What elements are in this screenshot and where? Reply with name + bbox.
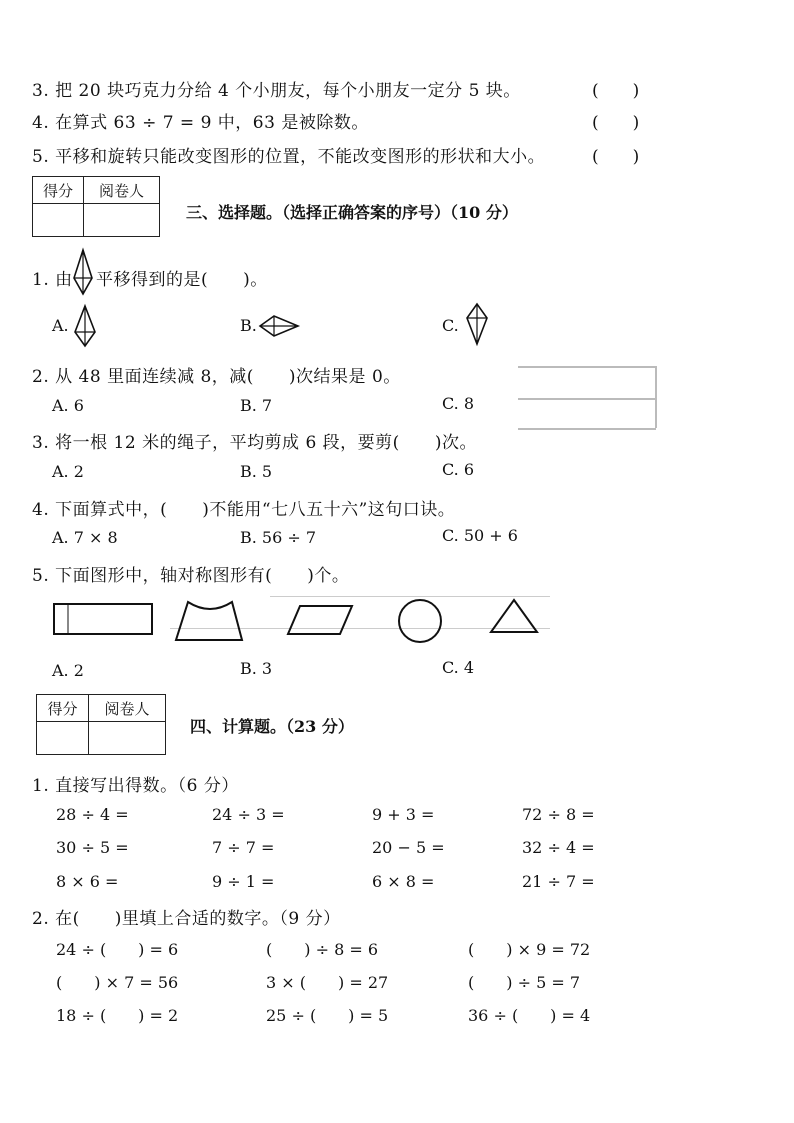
choice-q5-text: 5. 下面图形中，轴对称图形有( )个。 bbox=[32, 566, 350, 586]
rectangle-shape bbox=[54, 604, 152, 634]
answer-paren-5[interactable]: ( ) bbox=[592, 147, 640, 167]
fill-blank-item[interactable]: 25 ÷ ( ) = 5 bbox=[266, 1006, 389, 1025]
choice-q1-prefix: 1. 由 bbox=[32, 270, 73, 290]
score-label: 得分 bbox=[33, 177, 84, 204]
calc-item[interactable]: 9 ÷ 1 = bbox=[212, 872, 275, 891]
calc-item[interactable]: 20 − 5 = bbox=[372, 838, 445, 857]
calc-item[interactable]: 72 ÷ 8 = bbox=[522, 805, 595, 824]
calc-q1-title: 1. 直接写出得数。（6 分） bbox=[32, 776, 239, 796]
fill-blank-item[interactable]: ( ) × 9 = 72 bbox=[468, 940, 591, 959]
choice-q1-option-a[interactable]: A. bbox=[52, 316, 69, 335]
grader-cell[interactable] bbox=[84, 204, 160, 237]
fill-blank-item[interactable]: 24 ÷ ( ) = 6 bbox=[56, 940, 179, 959]
calc-item[interactable]: 30 ÷ 5 = bbox=[56, 838, 129, 857]
choice-q3-option-b[interactable]: B. 5 bbox=[240, 462, 273, 481]
fill-blank-item[interactable]: ( ) × 7 = 56 bbox=[56, 973, 179, 992]
kite-option-a-icon bbox=[72, 304, 98, 348]
fill-blank-item[interactable]: 18 ÷ ( ) = 2 bbox=[56, 1006, 179, 1025]
fill-blank-item[interactable]: 36 ÷ ( ) = 4 bbox=[468, 1006, 591, 1025]
choice-q1-option-b[interactable]: B. bbox=[240, 316, 257, 335]
scan-artifact-line bbox=[518, 366, 656, 368]
calc-item[interactable]: 28 ÷ 4 = bbox=[56, 805, 129, 824]
fill-blank-item[interactable]: ( ) ÷ 8 = 6 bbox=[266, 940, 379, 959]
fill-blank-item[interactable]: 3 × ( ) = 27 bbox=[266, 973, 389, 992]
inverted-kite-option-c-icon bbox=[464, 302, 490, 346]
calc-item[interactable]: 24 ÷ 3 = bbox=[212, 805, 285, 824]
choice-q4-text: 4. 下面算式中，( )不能用“七八五十六”这句口诀。 bbox=[32, 500, 456, 520]
judgement-item-5: 5. 平移和旋转只能改变图形的位置，不能改变图形的形状和大小。 bbox=[32, 147, 546, 167]
calc-item[interactable]: 9 + 3 = bbox=[372, 805, 435, 824]
calc-item[interactable]: 21 ÷ 7 = bbox=[522, 872, 595, 891]
choice-q2-option-b[interactable]: B. 7 bbox=[240, 396, 273, 415]
choice-q3-text: 3. 将一根 12 米的绳子，平均剪成 6 段，要剪( )次。 bbox=[32, 433, 477, 453]
choice-q1-suffix: 平移得到的是( )。 bbox=[96, 270, 268, 290]
calc-q2-title: 2. 在( )里填上合适的数字。（9 分） bbox=[32, 909, 341, 929]
parallelogram-shape bbox=[288, 606, 352, 634]
section-3-heading: 三、选择题。（选择正确答案的序号）（10 分） bbox=[186, 203, 518, 222]
triangle-shape bbox=[491, 600, 537, 632]
calc-item[interactable]: 6 × 8 = bbox=[372, 872, 435, 891]
choice-q5-option-a[interactable]: A. 2 bbox=[52, 661, 84, 680]
scan-artifact-line bbox=[518, 428, 656, 430]
answer-paren-3[interactable]: ( ) bbox=[592, 81, 640, 101]
choice-q3-option-c[interactable]: C. 6 bbox=[442, 460, 475, 479]
choice-q4-option-a[interactable]: A. 7 × 8 bbox=[52, 528, 118, 547]
section-4-heading: 四、计算题。（23 分） bbox=[190, 717, 354, 736]
choice-q3-option-a[interactable]: A. 2 bbox=[52, 462, 84, 481]
rotated-kite-option-b-icon bbox=[258, 314, 300, 338]
choice-q5-option-c[interactable]: C. 4 bbox=[442, 658, 475, 677]
choice-q2-text: 2. 从 48 里面连续减 8，减( )次结果是 0。 bbox=[32, 367, 401, 387]
judgement-item-4: 4. 在算式 63 ÷ 7 = 9 中，63 是被除数。 bbox=[32, 113, 369, 133]
choice-q5-option-b[interactable]: B. 3 bbox=[240, 659, 273, 678]
calc-item[interactable]: 8 × 6 = bbox=[56, 872, 119, 891]
choice-q2-option-c[interactable]: C. 8 bbox=[442, 394, 475, 413]
choice-q4-option-c[interactable]: C. 50 + 6 bbox=[442, 526, 518, 545]
score-cell[interactable] bbox=[37, 722, 89, 755]
scan-artifact-line bbox=[518, 398, 656, 400]
grader-label: 阅卷人 bbox=[88, 695, 165, 722]
score-label: 得分 bbox=[37, 695, 89, 722]
grader-cell[interactable] bbox=[88, 722, 165, 755]
choice-q2-option-a[interactable]: A. 6 bbox=[52, 396, 84, 415]
arched-trapezoid-shape bbox=[176, 602, 242, 640]
judgement-item-3: 3. 把 20 块巧克力分给 4 个小朋友，每个小朋友一定分 5 块。 bbox=[32, 81, 521, 101]
choice-q1-option-c[interactable]: C. bbox=[442, 316, 459, 335]
choice-q4-option-b[interactable]: B. 56 ÷ 7 bbox=[240, 528, 317, 547]
score-cell[interactable] bbox=[33, 204, 84, 237]
shapes-row bbox=[50, 596, 570, 646]
score-box-section-3 bbox=[32, 176, 160, 237]
fill-blank-item[interactable]: ( ) ÷ 5 = 7 bbox=[468, 973, 581, 992]
score-box-section-4 bbox=[36, 694, 166, 755]
calc-item[interactable]: 32 ÷ 4 = bbox=[522, 838, 595, 857]
scan-artifact-line bbox=[655, 366, 657, 428]
answer-paren-4[interactable]: ( ) bbox=[592, 113, 640, 133]
kite-shape-icon bbox=[72, 248, 94, 296]
circle-shape bbox=[399, 600, 441, 642]
calc-item[interactable]: 7 ÷ 7 = bbox=[212, 838, 275, 857]
grader-label: 阅卷人 bbox=[84, 177, 160, 204]
